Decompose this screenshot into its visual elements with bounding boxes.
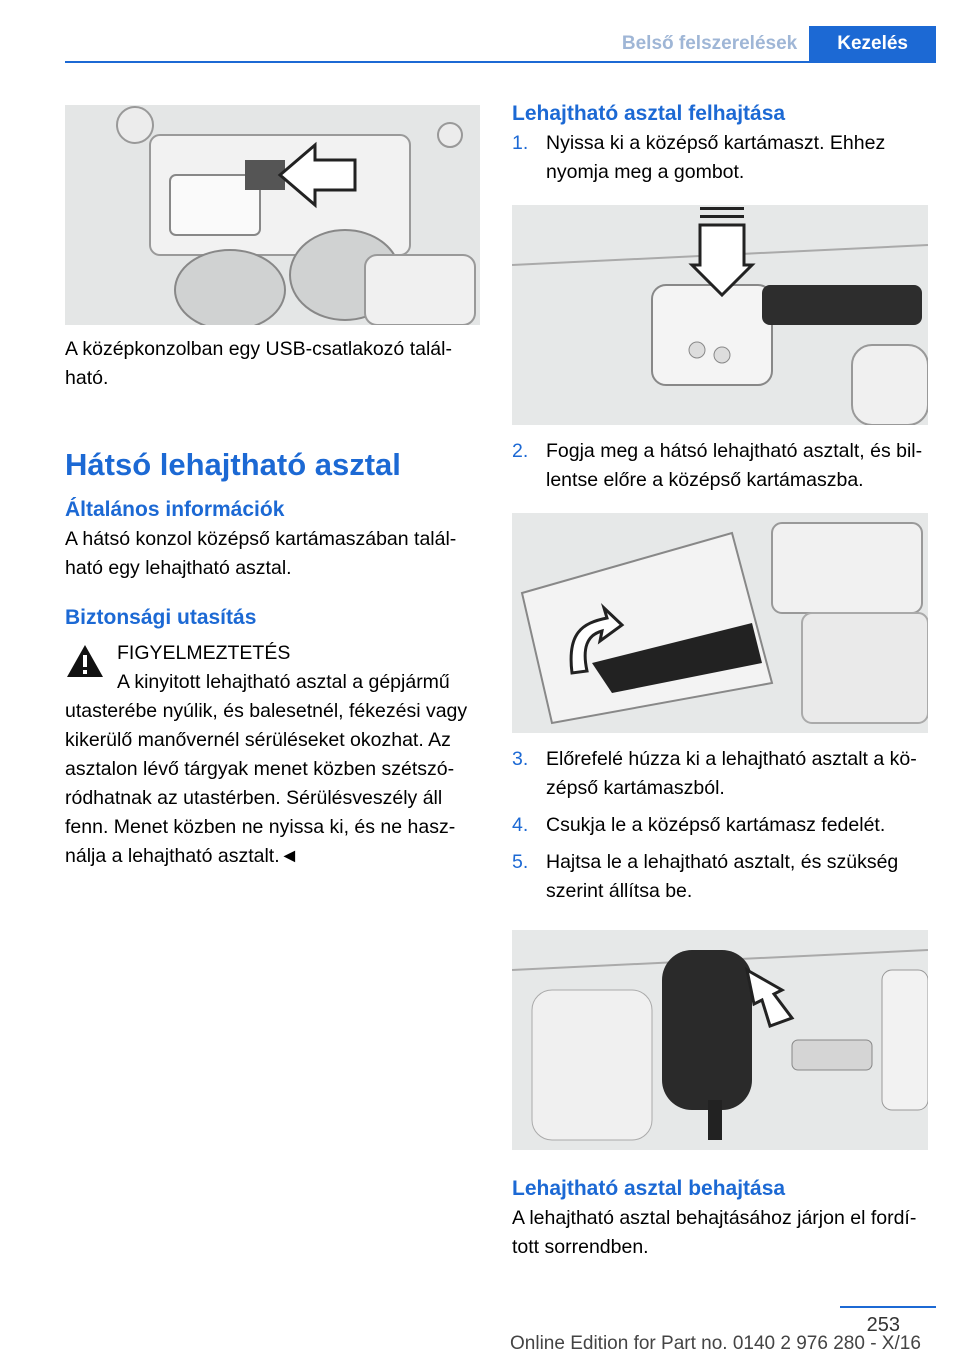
left-column	[65, 105, 480, 871]
warning-line: ródhatnak az utastérben. Sérülésveszély áll	[65, 787, 443, 809]
step-text: Hajtsa le a lehajtható asztalt, és szükség	[546, 851, 899, 873]
header-rule	[65, 61, 936, 63]
warning-line: nálja a lehajtható asztalt.◄	[65, 845, 299, 867]
section-title: Hátsó lehajtható asztal	[65, 447, 401, 482]
step-item	[512, 848, 928, 906]
tab-section[interactable]: Belső felszerelések	[621, 33, 798, 54]
step-item	[512, 437, 928, 495]
armrest-open-image	[512, 205, 928, 425]
step-item	[512, 811, 928, 840]
fold-heading: Lehajtható asztal behajtása	[512, 1177, 786, 1200]
step-number: 2.	[512, 440, 529, 462]
warning-line: utasterébe nyúlik, és balesetnél, fékezési vagy	[65, 700, 468, 722]
steps-list-c	[512, 745, 928, 906]
safety-heading: Biztonsági utasítás	[65, 606, 257, 629]
step-text: Fogja meg a hátsó lehajtható asztalt, és bil-	[546, 440, 923, 462]
warning-line: fenn. Menet közben ne nyissa ki, és ne hasz-	[65, 816, 456, 838]
step-item	[512, 745, 928, 803]
table-unfolded-image	[512, 930, 928, 1150]
footer-rule	[840, 1306, 936, 1308]
page-number: 253	[866, 1314, 900, 1336]
table-tilt-image	[512, 513, 928, 733]
step-number: 5.	[512, 851, 529, 873]
fold-line1: A lehajtható asztal behajtásához járjon el fordí-	[512, 1207, 917, 1229]
step-number: 3.	[512, 748, 529, 770]
unfold-heading: Lehajtható asztal felhajtása	[512, 102, 786, 125]
step-text: zépső kartámaszból.	[546, 777, 725, 799]
step-item	[512, 129, 928, 187]
header-tabs	[610, 26, 936, 62]
usb-console-image	[65, 105, 480, 325]
step-text: Nyissa ki a középső kartámaszt. Ehhez	[546, 132, 886, 154]
tab-chapter[interactable]: Kezelés	[809, 26, 936, 62]
steps-list-a	[512, 129, 928, 187]
step-text: Csukja le a középső kartámasz fedelét.	[546, 814, 886, 836]
usb-caption-line1: A középkonzolban egy USB-csatlakozó talál-	[65, 338, 452, 360]
warning-triangle-icon	[65, 643, 105, 679]
steps-list-b	[512, 437, 928, 495]
footer-edition: Online Edition for Part no. 0140 2 976 280 - X/16	[510, 1333, 921, 1354]
step-text: Előrefelé húzza ki a lehajtható asztalt a kö-	[546, 748, 917, 770]
step-text: nyomja meg a gombot.	[546, 161, 745, 183]
general-info-heading: Általános információk	[65, 498, 285, 521]
warning-line: asztalon lévő tárgyak menet közben szétszó-	[65, 758, 455, 780]
step-text: szerint állítsa be.	[546, 880, 693, 902]
right-column	[512, 102, 928, 1262]
step-number: 4.	[512, 814, 529, 836]
warning-line: A kinyitott lehajtható asztal a gépjármű	[117, 671, 450, 693]
warning-line: kikerülő manővernél sérüléseket okozhat. Az	[65, 729, 451, 751]
warning-title: FIGYELMEZTETÉS	[117, 642, 291, 664]
warning-block	[65, 639, 480, 871]
general-info-line1: A hátsó konzol középső kartámaszában talál-	[65, 528, 457, 550]
step-text: lentse előre a középső kartámaszba.	[546, 469, 864, 491]
usb-caption-line2: ható.	[65, 367, 109, 389]
step-number: 1.	[512, 132, 529, 154]
general-info-line2: ható egy lehajtható asztal.	[65, 557, 292, 579]
fold-line2: tott sorrendben.	[512, 1236, 649, 1258]
